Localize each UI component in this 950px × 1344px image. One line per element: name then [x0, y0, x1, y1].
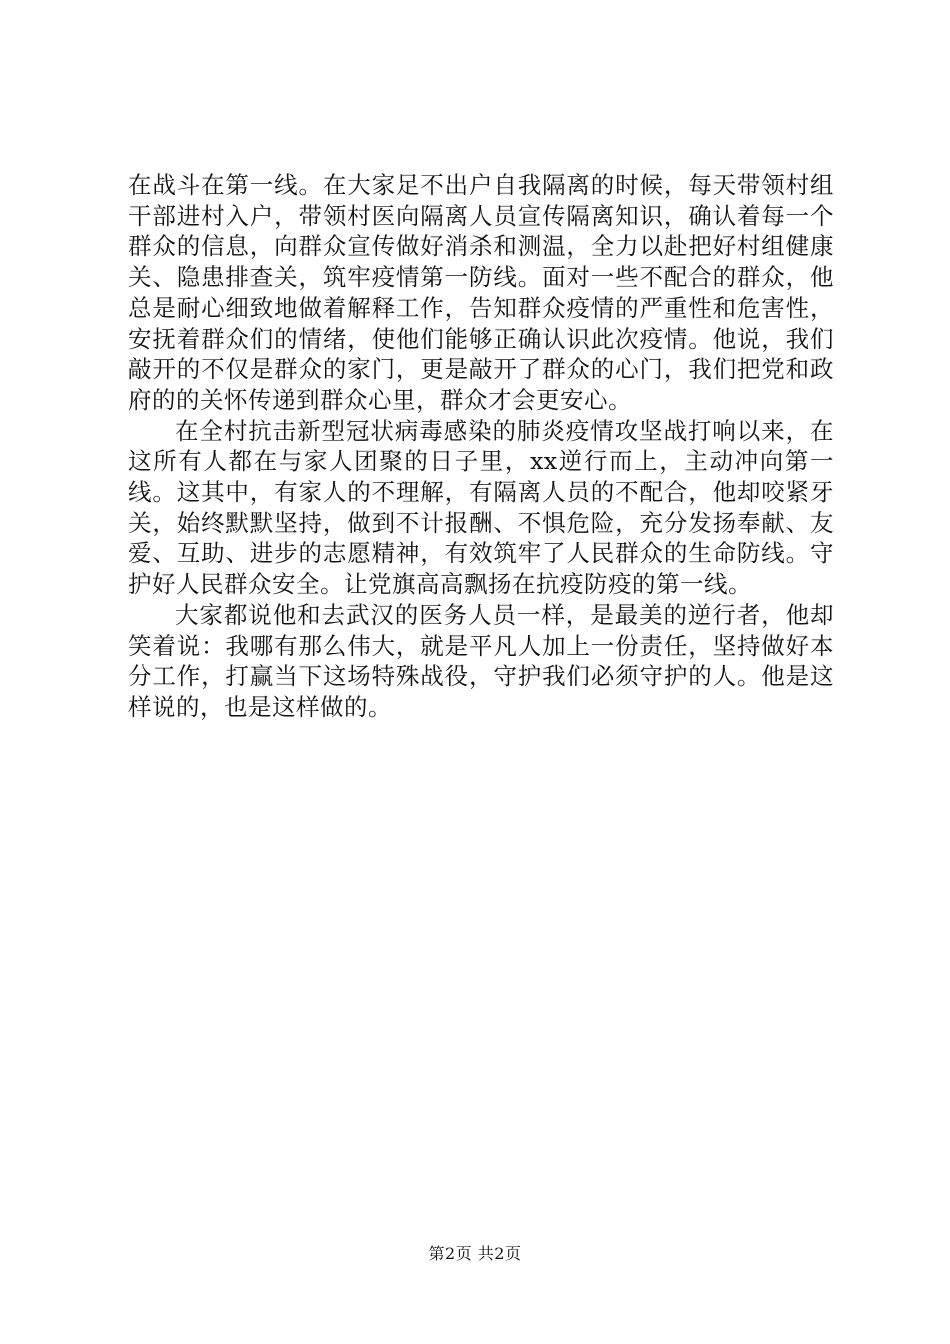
- paragraph-2: 在全村抗击新型冠状病毒感染的肺炎疫情攻坚战打响以来，在这所有人都在与家人团聚的日子里，xx逆行而上，主动冲向第一线。这其中，有家人的不理解，有隔离人员的不配合，他却咬紧牙关，始终默默坚持，做到不计报酬、不惧危险，充分发扬奉献、友爱、互助、进步的志愿精神，有效筑牢了人民群众的生命防线。守护好人民群众安全。让党旗高高飘扬在抗疫防疫的第一线。: [128, 416, 834, 599]
- paragraph-3: 大家都说他和去武汉的医务人员一样，是最美的逆行者，他却笑着说：我哪有那么伟大，就是平凡人加上一份责任，坚持做好本分工作，打赢当下这场特殊战役，守护我们必须守护的人。他是这样说的，也是这样做的。: [128, 600, 834, 721]
- page-number-footer: 第2页 共2页: [428, 1244, 522, 1263]
- document-body: [128, 170, 834, 723]
- paragraph-1: 在战斗在第一线。在大家足不出户自我隔离的时候，每天带领村组干部进村入户，带领村医向隔离人员宣传隔离知识，确认着每一个群众的信息，向群众宣传做好消杀和测温，全力以赴把好村组健康关、隐患排查关，筑牢疫情第一防线。面对一些不配合的群众，他总是耐心细致地做着解释工作，告知群众疫情的严重性和危害性，安抚着群众们的情绪，使他们能够正确认识此次疫情。他说，我们敲开的不仅是群众的家门，更是敲开了群众的心门，我们把党和政府的的关怀传递到群众心里，群众才会更安心。: [128, 171, 834, 414]
